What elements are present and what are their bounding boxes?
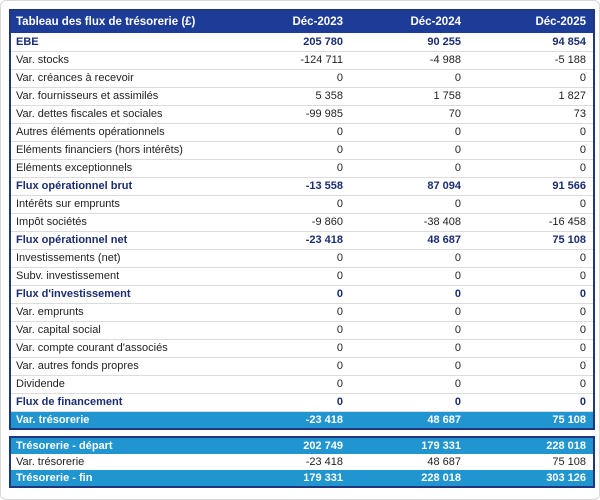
row-label: Eléments financiers (hors intérêts) bbox=[10, 141, 242, 159]
cell-value: 0 bbox=[350, 249, 468, 267]
treasury-summary-body bbox=[10, 437, 594, 487]
table-row bbox=[10, 87, 594, 105]
cell-value: 0 bbox=[468, 69, 594, 87]
cell-value: 0 bbox=[242, 141, 350, 159]
cell-value: 87 094 bbox=[350, 177, 468, 195]
row-label: Flux d'investissement bbox=[10, 285, 242, 303]
cell-value: -99 985 bbox=[242, 105, 350, 123]
cell-value: 73 bbox=[468, 105, 594, 123]
cell-value: 90 255 bbox=[350, 33, 468, 51]
row-label: Flux opérationnel brut bbox=[10, 177, 242, 195]
table-row bbox=[10, 105, 594, 123]
row-label: Investissements (net) bbox=[10, 249, 242, 267]
row-label: Var. emprunts bbox=[10, 303, 242, 321]
column-header-dec-2025: Déc-2025 bbox=[468, 10, 594, 33]
cell-value: 70 bbox=[350, 105, 468, 123]
table-title: Tableau des flux de trésorerie (£) bbox=[10, 10, 242, 33]
row-label: Autres éléments opérationnels bbox=[10, 123, 242, 141]
table-row bbox=[10, 470, 594, 487]
cell-value: 0 bbox=[242, 69, 350, 87]
row-label: Var. dettes fiscales et sociales bbox=[10, 105, 242, 123]
cell-value: 202 749 bbox=[242, 437, 350, 454]
cell-value: 48 687 bbox=[350, 231, 468, 249]
cell-value: 228 018 bbox=[468, 437, 594, 454]
cashflow-table-body bbox=[10, 33, 594, 429]
cell-value: 0 bbox=[350, 69, 468, 87]
cell-value: 48 687 bbox=[427, 455, 461, 468]
cell-value: 75 108 bbox=[552, 455, 586, 468]
table-row bbox=[10, 357, 594, 375]
cell-value: 75 108 bbox=[468, 231, 594, 249]
cell-value: 205 780 bbox=[242, 33, 350, 51]
column-header-dec-2024: Déc-2024 bbox=[350, 10, 468, 33]
cell-value: 1 827 bbox=[468, 87, 594, 105]
cell-value: -124 711 bbox=[242, 51, 350, 69]
row-label: Var. fournisseurs et assimilés bbox=[10, 87, 242, 105]
cell-value: 94 854 bbox=[468, 33, 594, 51]
cell-value: 0 bbox=[350, 321, 468, 339]
cell-value: 0 bbox=[468, 141, 594, 159]
table-row bbox=[10, 454, 594, 471]
cell-value: -9 860 bbox=[242, 213, 350, 231]
row-label: Var. capital social bbox=[10, 321, 242, 339]
cell-value: 0 bbox=[350, 159, 468, 177]
table-row bbox=[10, 195, 594, 213]
row-label: Var. créances à recevoir bbox=[10, 69, 242, 87]
cell-value: 228 018 bbox=[350, 470, 468, 487]
cell-value: -4 988 bbox=[350, 51, 468, 69]
cell-value: 0 bbox=[350, 339, 468, 357]
table-row bbox=[10, 375, 594, 393]
table-row bbox=[10, 51, 594, 69]
treasury-summary-table bbox=[9, 436, 595, 488]
row-label: Var. autres fonds propres bbox=[10, 357, 242, 375]
cell-value: -23 418 bbox=[242, 411, 350, 429]
cell-value: 0 bbox=[242, 285, 350, 303]
row-label: Dividende bbox=[10, 375, 242, 393]
table-row bbox=[10, 249, 594, 267]
table-row bbox=[10, 177, 594, 195]
table-row bbox=[10, 437, 594, 454]
table-row bbox=[10, 303, 594, 321]
cell-value: 0 bbox=[468, 249, 594, 267]
row-label: Var. trésorerie bbox=[16, 455, 85, 468]
cell-value: 303 126 bbox=[468, 470, 594, 487]
row-label: Var. compte courant d'associés bbox=[10, 339, 242, 357]
row-label: Flux de financement bbox=[10, 393, 242, 411]
cell-value: -38 408 bbox=[350, 213, 468, 231]
cell-value: 0 bbox=[242, 375, 350, 393]
row-label: Var. stocks bbox=[10, 51, 242, 69]
table-row bbox=[10, 393, 594, 411]
cell-value: 0 bbox=[350, 267, 468, 285]
cell-value: 0 bbox=[242, 159, 350, 177]
row-label: Trésorerie - fin bbox=[10, 470, 242, 487]
cell-value: 0 bbox=[242, 321, 350, 339]
cell-value: 0 bbox=[350, 123, 468, 141]
column-header-dec-2023: Déc-2023 bbox=[242, 10, 350, 33]
cell-value: 0 bbox=[350, 357, 468, 375]
table-row bbox=[10, 267, 594, 285]
cell-value: 0 bbox=[350, 393, 468, 411]
cell-value: 0 bbox=[468, 321, 594, 339]
cell-value: 0 bbox=[242, 303, 350, 321]
cell-value: 0 bbox=[242, 393, 350, 411]
cell-value: 0 bbox=[468, 303, 594, 321]
cell-value: 0 bbox=[350, 303, 468, 321]
cell-value: 0 bbox=[468, 123, 594, 141]
cell-value: -13 558 bbox=[242, 177, 350, 195]
cell-value: 0 bbox=[468, 357, 594, 375]
cell-value: 0 bbox=[350, 375, 468, 393]
row-label: Impôt sociétés bbox=[10, 213, 242, 231]
row-label: Eléments exceptionnels bbox=[10, 159, 242, 177]
cell-value: 91 566 bbox=[468, 177, 594, 195]
table-row bbox=[10, 159, 594, 177]
row-label: EBE bbox=[10, 33, 242, 51]
table-row bbox=[10, 285, 594, 303]
cell-value: 48 687 bbox=[350, 411, 468, 429]
table-row bbox=[10, 321, 594, 339]
cell-value: 0 bbox=[242, 249, 350, 267]
table-row bbox=[10, 33, 594, 51]
cell-value: 1 758 bbox=[350, 87, 468, 105]
cell-value: 0 bbox=[468, 393, 594, 411]
row-label: Var. trésorerie bbox=[10, 411, 242, 429]
cell-value: 0 bbox=[468, 159, 594, 177]
cell-value: 0 bbox=[468, 285, 594, 303]
row-label: Intérêts sur emprunts bbox=[10, 195, 242, 213]
cell-value: 0 bbox=[350, 141, 468, 159]
cell-value: 0 bbox=[468, 267, 594, 285]
table-row bbox=[10, 231, 594, 249]
header-row bbox=[10, 10, 594, 33]
cell-value: 0 bbox=[242, 339, 350, 357]
cell-value: 179 331 bbox=[242, 470, 350, 487]
cashflow-table bbox=[9, 9, 595, 430]
table-row bbox=[10, 339, 594, 357]
table-row bbox=[10, 69, 594, 87]
table-row bbox=[10, 123, 594, 141]
row-label: Trésorerie - départ bbox=[10, 437, 242, 454]
cell-value: -16 458 bbox=[468, 213, 594, 231]
cell-value: 5 358 bbox=[242, 87, 350, 105]
row-label: Flux opérationnel net bbox=[10, 231, 242, 249]
table-row bbox=[10, 213, 594, 231]
cell-value: 0 bbox=[242, 123, 350, 141]
table-row bbox=[10, 141, 594, 159]
cell-value: -23 418 bbox=[305, 455, 343, 468]
cell-value: 0 bbox=[468, 339, 594, 357]
cell-value: 0 bbox=[242, 195, 350, 213]
cell-value: 0 bbox=[468, 195, 594, 213]
cell-value: 0 bbox=[242, 357, 350, 375]
cell-value: 0 bbox=[468, 375, 594, 393]
row-label: Subv. investissement bbox=[10, 267, 242, 285]
cell-value: 0 bbox=[350, 285, 468, 303]
cell-value: 179 331 bbox=[350, 437, 468, 454]
cell-value: 75 108 bbox=[468, 411, 594, 429]
cell-value: -23 418 bbox=[242, 231, 350, 249]
cell-value: 0 bbox=[350, 195, 468, 213]
cell-value: -5 188 bbox=[468, 51, 594, 69]
table-row bbox=[10, 411, 594, 429]
cell-value: 0 bbox=[242, 267, 350, 285]
